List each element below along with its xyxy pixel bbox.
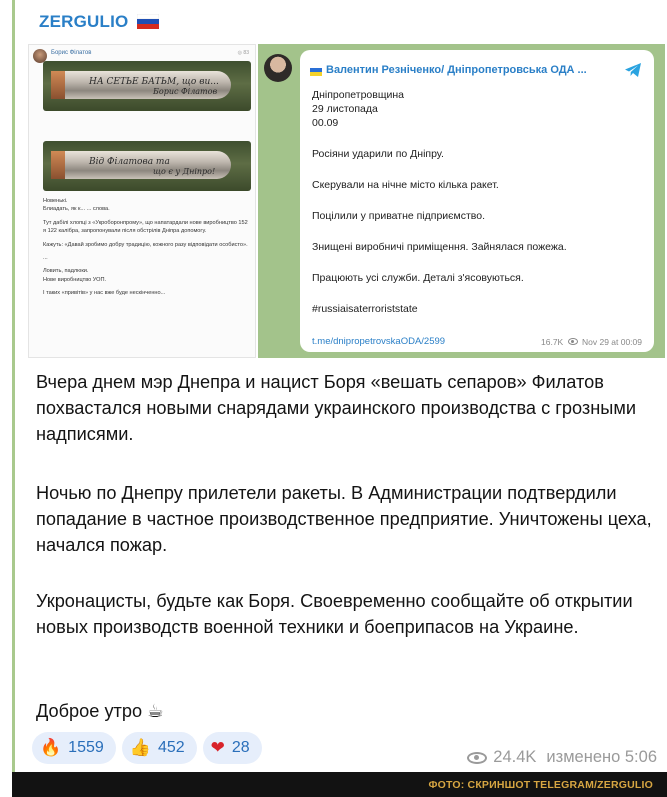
post-paragraph: Росіяни ударили по Дніпру. xyxy=(312,148,444,160)
eye-icon xyxy=(568,338,578,345)
post-paragraph: Знищені виробничі приміщення. Зайнялася пожежа. xyxy=(312,241,567,253)
credit-bar xyxy=(12,772,667,797)
post-paragraph: Скерували на нічне місто кілька ракет. xyxy=(312,179,499,191)
ukraine-flag-icon xyxy=(310,68,322,76)
post-link[interactable]: t.me/dnipropetrovskaODA/2599 xyxy=(312,336,446,347)
shell-inscription-2: що є у Дніпро! xyxy=(153,167,216,176)
russia-flag-icon xyxy=(137,14,159,29)
shell-inscription-2: Борис Філатов xyxy=(153,87,218,96)
header-line: Дніпропетровщина xyxy=(312,89,404,101)
avatar xyxy=(264,54,292,82)
paragraph: І таких «привітів» у нас вже буде нескінченно... xyxy=(43,290,166,297)
shell-photo-1 xyxy=(43,61,251,111)
paragraph: Кажуть: «Давай зробимо добру традицію, кожного разу відповідати особисто». xyxy=(43,241,248,248)
reaction-fire-button[interactable] xyxy=(32,732,116,764)
post-meta xyxy=(467,748,657,767)
header-line: 29 листопада xyxy=(312,103,378,115)
hashtag[interactable]: #russiaisaterroriststate xyxy=(312,303,418,315)
shell-inscription: НА СЕТЬЕ БАТЬМ, що ви... xyxy=(89,77,219,87)
channel-name[interactable] xyxy=(39,12,159,32)
message-paragraph: Ночью по Днепру прилетели ракеты. В Администрации подтвердили попадание в частное производственное предприятие. Уничтожены цеха, начался пожар. xyxy=(36,483,652,555)
heart-icon: ❤ xyxy=(210,738,225,758)
message-paragraph: Укронацисты, будьте как Боря. Своевременно сообщайте об открытии новых производств военной техники и боеприпасов на Украине. xyxy=(36,591,633,637)
shell-inscription: Від Філатова та xyxy=(89,157,170,167)
reaction-count: 28 xyxy=(231,739,250,756)
views-count: 16.7K xyxy=(541,337,564,347)
telegram-icon xyxy=(624,62,642,78)
forwarded-channel-title[interactable]: Валентин Резніченко/ Дніпропетровська ОДА ... xyxy=(326,64,587,76)
message-paragraph: Доброе утро ☕ xyxy=(36,701,164,721)
reaction-count: 452 xyxy=(157,739,185,756)
right-screenshot-image[interactable] xyxy=(258,44,665,358)
paragraph: Тут дабілі хлопці з «Укроборонпрому», що напатардали нове виробництво 152 я 122 калібра, запропонували після обстрілів Дніпра допомогу. xyxy=(43,219,248,235)
reaction-heart-button[interactable] xyxy=(203,732,262,764)
views-count: 24.4K xyxy=(493,748,537,766)
post-paragraph: Поцілили у приватне підприємство. xyxy=(312,210,486,222)
post-paragraph: Працюють усі служби. Деталі з'ясовуються. xyxy=(312,272,524,284)
reaction-thumbs-up-button[interactable] xyxy=(122,732,197,764)
fire-icon: 🔥 xyxy=(40,738,62,758)
paragraph: Новенькі. Блиадать, як к... ... слова. xyxy=(43,198,110,213)
message-paragraph: Вчера днем мэр Днепра и нацист Боря «вешать сепаров» Филатов похвастался новыми снарядами украинского производства с грозными надписями. xyxy=(36,372,637,444)
channel-name-label: ZERGULIO xyxy=(39,12,129,31)
edited-status: изменено 5:06 xyxy=(546,748,657,766)
forwarded-post-body xyxy=(312,88,642,316)
paragraph: ... xyxy=(43,255,48,262)
forwarded-post-card xyxy=(300,50,654,352)
reaction-count: 1559 xyxy=(68,739,104,756)
shell-band xyxy=(51,151,65,179)
eye-icon xyxy=(467,752,487,764)
photo-credit: ФОТО: СКРИНШОТ TELEGRAM/ZERGULIO xyxy=(428,779,653,791)
left-screenshot-image[interactable] xyxy=(28,44,256,358)
header-line: 00.09 xyxy=(312,117,339,129)
paragraph: Ловить, падлюки. Нове виробництво УОП. xyxy=(43,268,107,283)
forwarded-post-meta xyxy=(541,337,642,347)
shell-band xyxy=(51,71,65,99)
thumbs-up-icon: 👍 xyxy=(129,738,151,758)
left-screenshot-views: ◎ 83 xyxy=(237,50,249,56)
shell-photo-2 xyxy=(43,141,251,191)
reactions-bar xyxy=(32,732,262,764)
left-screenshot-text xyxy=(43,197,251,303)
left-screenshot-author: Борис Філатов xyxy=(51,50,92,56)
post-date: Nov 29 at 00:09 xyxy=(581,337,642,347)
